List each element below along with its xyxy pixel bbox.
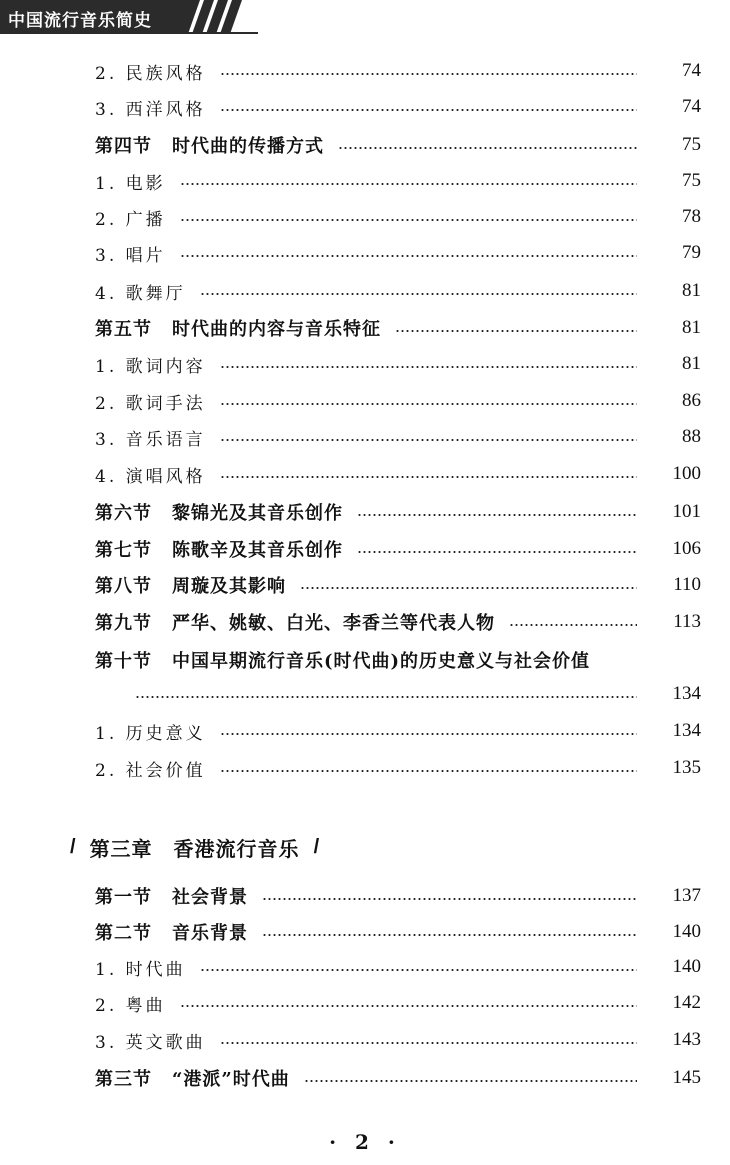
page-number: 81 (682, 317, 701, 338)
section-number: 第二节 (95, 923, 152, 944)
entry-label: 3. 英文歌曲 (95, 1032, 206, 1053)
dot-leader (200, 293, 637, 295)
entry-label: 1. 时代曲 (95, 959, 186, 980)
dot-leader (220, 1042, 637, 1044)
dot-leader (220, 403, 637, 405)
page-number: 142 (672, 992, 701, 1013)
toc-section[interactable] (95, 570, 701, 600)
section-title: 陈歌辛及其音乐创作 (172, 540, 343, 561)
dot-leader (395, 330, 637, 332)
dot-leader (262, 898, 637, 900)
dot-leader (304, 1080, 637, 1082)
section-title: 黎锦光及其音乐创作 (172, 503, 343, 524)
dot-leader (262, 934, 637, 936)
toc-section[interactable] (95, 1063, 701, 1093)
toc-entry[interactable] (95, 276, 701, 306)
page-number: 113 (673, 611, 701, 632)
page-number: 78 (682, 206, 701, 227)
toc-entry[interactable] (95, 166, 701, 196)
toc-entry[interactable] (95, 92, 701, 122)
toc-section[interactable] (95, 534, 701, 564)
section-title: 音乐背景 (172, 923, 248, 944)
dot-leader (220, 73, 637, 75)
toc-entry[interactable] (95, 753, 701, 783)
section-number: 第七节 (95, 540, 152, 561)
entry-label: 2. 社会价值 (95, 760, 206, 781)
section-number: 第三节 (95, 1069, 152, 1090)
entry-label: 1. 历史意义 (95, 723, 206, 744)
dot-leader (180, 183, 637, 185)
page-folio: · 2 · (329, 1130, 401, 1154)
page-number: 134 (672, 683, 701, 704)
section-title: 中国早期流行音乐(时代曲)的历史意义与社会价值 (172, 651, 591, 672)
toc-entry[interactable] (95, 56, 701, 86)
toc-entry[interactable] (95, 952, 701, 982)
toc-section[interactable] (95, 607, 701, 637)
toc-section[interactable] (95, 313, 701, 343)
dot-leader (180, 255, 637, 257)
dot-leader (220, 770, 637, 772)
dot-leader (220, 733, 637, 735)
dot-leader (135, 696, 637, 698)
dot-leader (220, 366, 637, 368)
page-number: 74 (682, 96, 701, 117)
entry-label: 4. 歌舞厅 (95, 283, 186, 304)
book-title: 中国流行音乐简史 (8, 11, 152, 31)
entry-label: 1. 电影 (95, 173, 166, 194)
section-title: 时代曲的内容与音乐特征 (172, 319, 381, 340)
toc-section-continuation[interactable] (135, 679, 701, 709)
entry-label: 1. 歌词内容 (95, 356, 206, 377)
toc-entry[interactable] (95, 459, 701, 489)
dot-leader (180, 219, 637, 221)
page-number: 145 (672, 1067, 701, 1088)
dot-leader (357, 514, 637, 516)
page-number: 75 (682, 134, 701, 155)
page-number: 140 (672, 921, 701, 942)
section-number: 第五节 (95, 319, 152, 340)
section-number: 第十节 (95, 651, 152, 672)
toc-entry[interactable] (95, 988, 701, 1018)
entry-label: 3. 音乐语言 (95, 429, 206, 450)
toc-section[interactable] (95, 881, 701, 911)
page-number: 74 (682, 60, 701, 81)
dot-leader (357, 551, 637, 553)
page-number: 140 (672, 956, 701, 977)
toc-section[interactable] (95, 645, 701, 675)
dot-leader (200, 969, 637, 971)
section-number: 第六节 (95, 503, 152, 524)
entry-label: 2. 歌词手法 (95, 393, 206, 414)
section-title: 时代曲的传播方式 (172, 136, 324, 157)
page-number: 137 (672, 885, 701, 906)
section-number: 第一节 (95, 887, 152, 908)
dot-leader (220, 109, 637, 111)
dot-leader (509, 624, 637, 626)
chapter-heading[interactable] (70, 830, 319, 864)
toc-entry[interactable] (95, 238, 701, 268)
section-title: 周璇及其影响 (172, 576, 286, 597)
page-number: 101 (672, 501, 701, 522)
page-number: 100 (672, 463, 701, 484)
toc-section[interactable] (95, 497, 701, 527)
entry-label: 2. 民族风格 (95, 63, 206, 84)
section-title: 严华、姚敏、白光、李香兰等代表人物 (172, 613, 495, 634)
page-number: 110 (673, 574, 701, 595)
dot-leader (220, 476, 637, 478)
section-number: 第四节 (95, 136, 152, 157)
page-number: 88 (682, 426, 701, 447)
entry-label: 4. 演唱风格 (95, 466, 206, 487)
section-title: “港派”时代曲 (172, 1069, 290, 1090)
page-number: 86 (682, 390, 701, 411)
page-number: 79 (682, 242, 701, 263)
dot-leader (180, 1005, 637, 1007)
dot-leader (300, 587, 637, 589)
section-title: 社会背景 (172, 887, 248, 908)
entry-label: 2. 广播 (95, 209, 166, 230)
toc-section[interactable] (95, 917, 701, 947)
toc-entry[interactable] (95, 1025, 701, 1055)
toc-entry[interactable] (95, 202, 701, 232)
running-header (0, 0, 258, 34)
section-number: 第九节 (95, 613, 152, 634)
entry-label: 3. 西洋风格 (95, 99, 206, 120)
toc-section[interactable] (95, 130, 701, 160)
dot-leader (220, 439, 637, 441)
toc-entry[interactable] (95, 386, 701, 416)
chapter-slash-left: / (70, 835, 76, 858)
toc-entry[interactable] (95, 349, 701, 379)
page-number: 135 (672, 757, 701, 778)
page-number: 106 (672, 538, 701, 559)
dot-leader (338, 147, 637, 149)
page-number: 75 (682, 170, 701, 191)
page-number: 143 (672, 1029, 701, 1050)
chapter-slash-right: / (313, 835, 320, 858)
entry-label: 2. 粤曲 (95, 995, 166, 1016)
toc-entry[interactable] (95, 422, 701, 452)
page-number: 134 (672, 720, 701, 741)
entry-label: 3. 唱片 (95, 245, 166, 266)
toc-entry[interactable] (95, 716, 701, 746)
section-number: 第八节 (95, 576, 152, 597)
page-number: 81 (682, 353, 701, 374)
chapter-title: 第三章 香港流行音乐 (89, 836, 300, 861)
page-number: 81 (682, 280, 701, 301)
